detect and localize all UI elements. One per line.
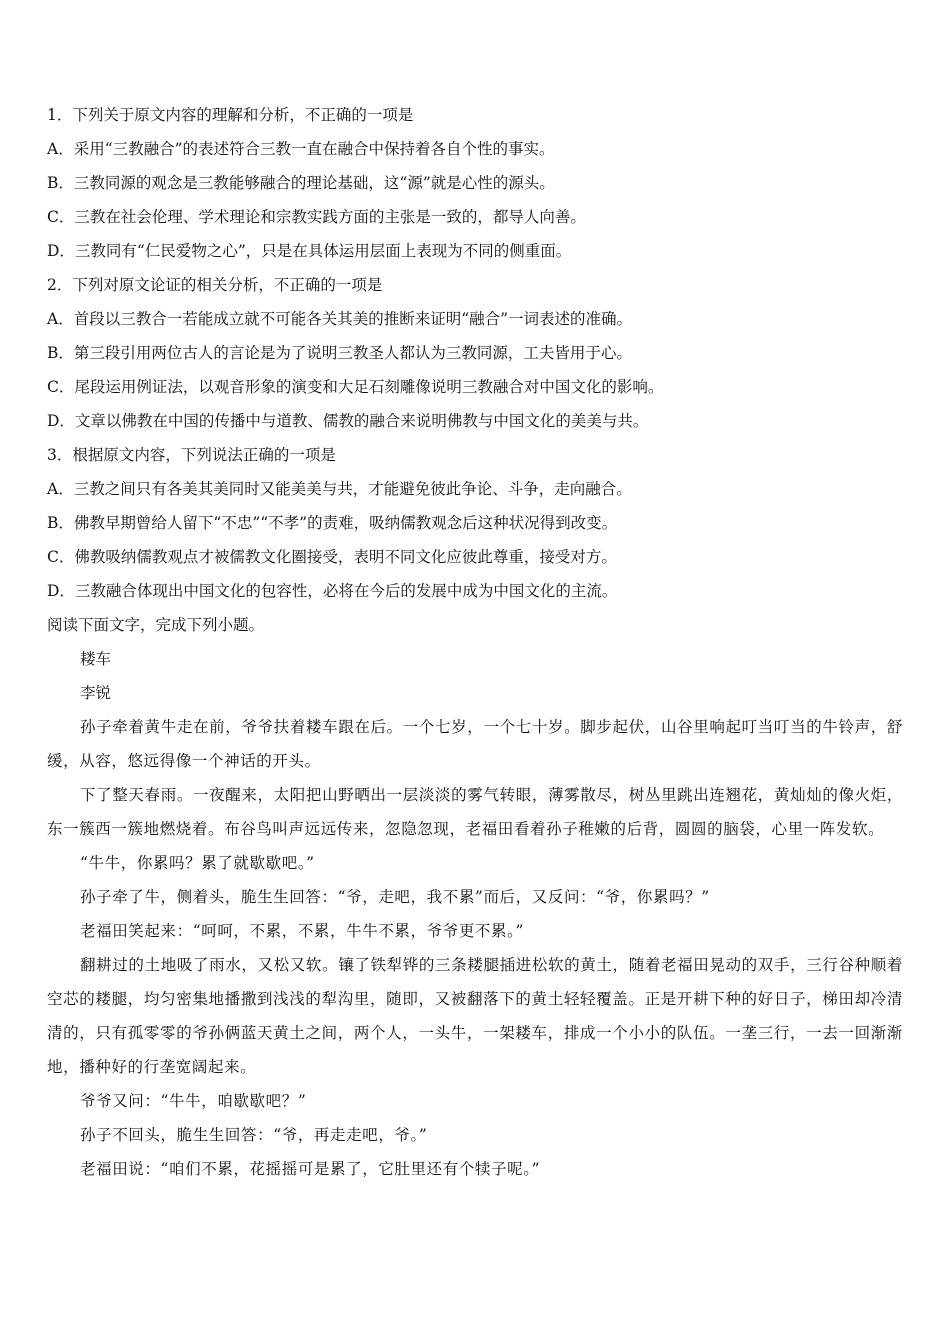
- story-author: 李锐: [80, 684, 112, 702]
- question-3-option-a: A．三教之间只有各美其美同时又能美美与共，才能避免彼此争论、斗争，走向融合。: [47, 480, 632, 498]
- story-paragraph-5: 老福田笑起来：“呵呵，不累，不累，牛牛不累，爷爷更不累。”: [80, 922, 524, 940]
- question-2-option-d: D．文章以佛教在中国的传播中与道教、儒教的融合来说明佛教与中国文化的美美与共。: [47, 412, 649, 430]
- question-3-option-b: B．佛教早期曾给人留下“不忠”“不孝”的责难，吸纳儒教观念后这种状况得到改变。: [47, 514, 618, 532]
- question-2-option-c: C．尾段运用例证法，以观音形象的演变和大足石刻雕像说明三教融合对中国文化的影响。: [47, 378, 664, 396]
- question-1-option-a: A．采用“三教融合”的表述符合三教一直在融合中保持着各自个性的事实。: [47, 140, 555, 158]
- question-3: [47, 438, 903, 608]
- reading-instruction: 阅读下面文字，完成下列小题。: [47, 616, 265, 634]
- story-paragraph-3: “牛牛，你累吗？累了就歇歇吧。”: [80, 854, 315, 872]
- story-paragraph-9: 老福田说：“咱们不累，花摇摇可是累了，它肚里还有个犊子呢。”: [80, 1160, 541, 1178]
- question-2-option-a: A．首段以三教合一若能成立就不可能各关其美的推断来证明“融合”一词表述的准确。: [47, 310, 633, 328]
- question-3-option-c: C．佛教吸纳儒教观点才被儒教文化圈接受，表明不同文化应彼此尊重，接受对方。: [47, 548, 617, 566]
- story-paragraph-2: 下了整天春雨。一夜醒来，太阳把山野晒出一层淡淡的雾气转眼，薄雾散尽，树丛里跳出连翘花，黄灿灿的像火炬，东一簇西一簇地燃烧着。布谷鸟叫声远远传来，忽隐忽现，老福田看着孙子稚嫩的后背，圆圆的脑袋，心里一阵发软。: [47, 786, 903, 838]
- story-section: [47, 642, 903, 1186]
- story-title: 耧车: [80, 650, 112, 668]
- story-paragraph-1: 孙子牵着黄牛走在前，爷爷扶着耧车跟在后。一个七岁，一个七十岁。脚步起伏，山谷里响起叮当叮当的牛铃声，舒缓，从容，悠远得像一个神话的开头。: [47, 718, 903, 770]
- question-2-stem: 2．下列对原文论证的相关分析，不正确的一项是: [47, 276, 383, 294]
- document-page: [47, 98, 903, 1186]
- question-3-stem: 3．根据原文内容，下列说法正确的一项是: [47, 446, 336, 464]
- question-2-option-b: B．第三段引用两位古人的言论是为了说明三教圣人都认为三教同源，工夫皆用于心。: [47, 344, 632, 362]
- story-paragraph-8: 孙子不回头，脆生生回答：“爷，再走走吧，爷。”: [80, 1126, 428, 1144]
- question-1-option-b: B．三教同源的观念是三教能够融合的理论基础，这“源”就是心性的源头。: [47, 174, 555, 192]
- question-1: [47, 98, 903, 268]
- question-1-stem: 1．下列关于原文内容的理解和分析，不正确的一项是: [47, 106, 414, 124]
- question-1-option-c: C．三教在社会伦理、学术理论和宗教实践方面的主张是一致的，都导人向善。: [47, 208, 586, 226]
- question-2: [47, 268, 903, 438]
- story-paragraph-4: 孙子牵了牛，侧着头，脆生生回答：“爷，走吧，我不累”而后，又反问：“爷，你累吗？”: [80, 888, 710, 906]
- story-paragraph-7: 爷爷又问：“牛牛，咱歇歇吧？”: [80, 1092, 307, 1110]
- question-1-option-d: D．三教同有“仁民爱物之心”，只是在具体运用层面上表现为不同的侧重面。: [47, 242, 572, 260]
- question-3-option-d: D．三教融合体现出中国文化的包容性，必将在今后的发展中成为中国文化的主流。: [47, 582, 618, 600]
- story-paragraph-6: 翻耕过的土地吸了雨水，又松又软。镶了铁犁铧的三条耧腿插进松软的黄土，随着老福田晃动的双手，三行谷种顺着空芯的耧腿，均匀密集地播撒到浅浅的犁沟里，随即，又被翻落下的黄土轻轻覆盖。正是开耕下种的好日子，梯田却冷清清的，只有孤零零的爷孙俩蓝天黄土之间，两个人，一头牛，一架耧车，排成一个小小的队伍。一垄三行，一去一回渐渐地，播种好的行垄宽阔起来。: [47, 956, 903, 1076]
